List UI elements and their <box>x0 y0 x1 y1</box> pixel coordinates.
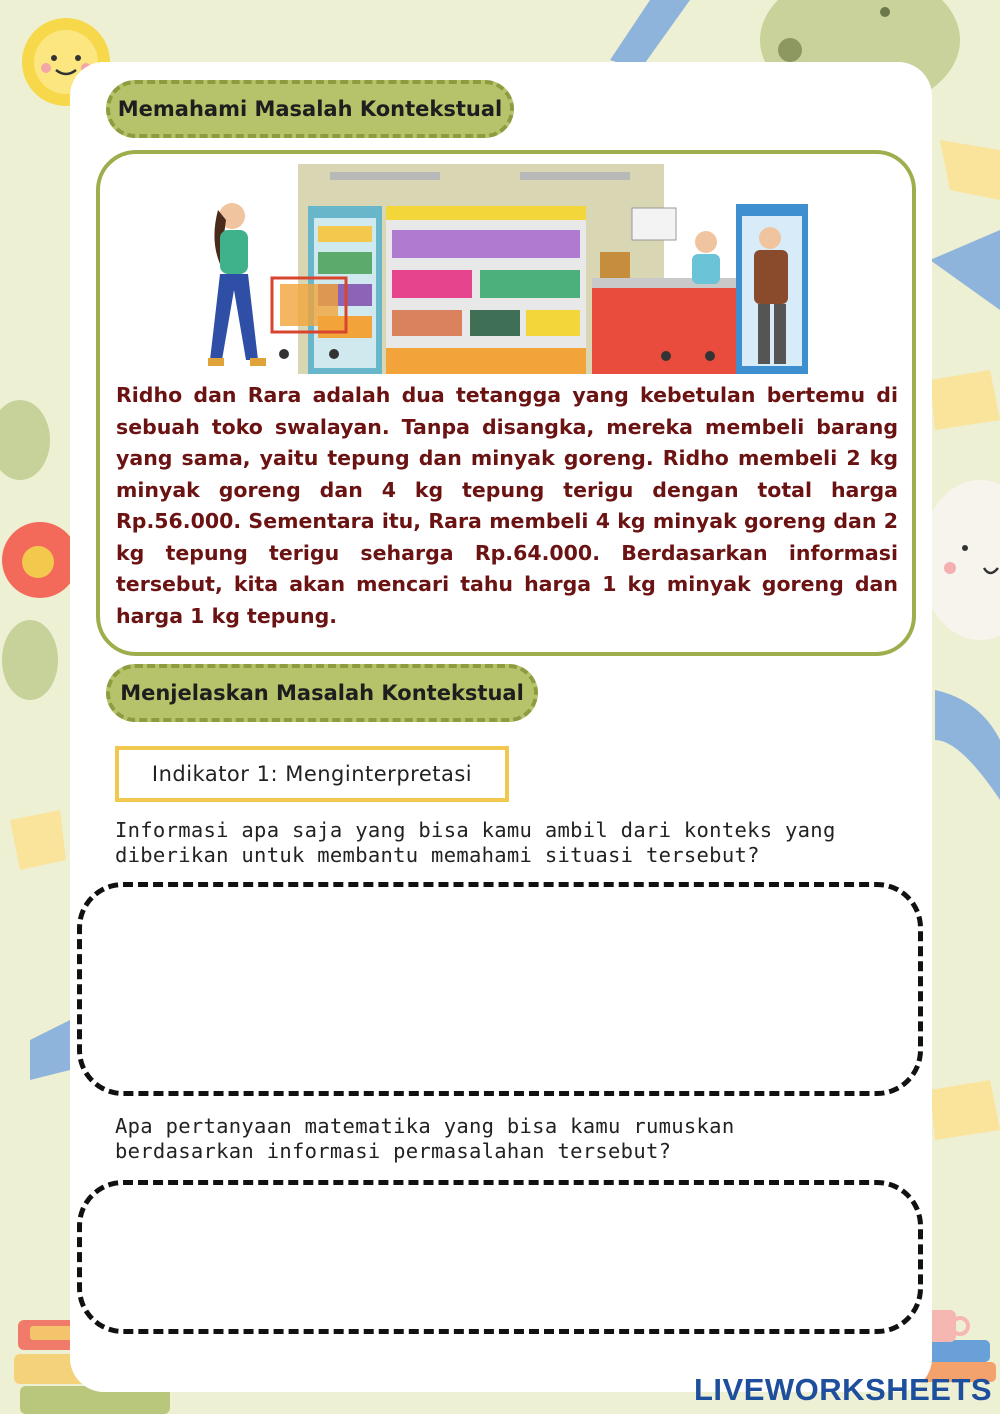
flower-icon <box>2 522 78 598</box>
question-2: Apa pertanyaan matematika yang bisa kamu rumuskan berdasarkan informasi permasalahan tersebut? <box>115 1114 735 1163</box>
smiley-blob-icon <box>920 480 1000 640</box>
story-paragraph: Ridho dan Rara adalah dua tetangga yang kebetulan bertemu di sebuah toko swalayan. Tanpa disangka, mereka membeli barang yang sama, yaitu tepung dan minyak goreng. Ridho membeli 2 kg minyak goreng dan 4 kg tepung terigu dengan total harga Rp.56.000. Sementara itu, Rara membeli 4 kg minyak goreng dan 2 kg tepung terigu seharga Rp.64.000. Berdasarkan informasi tersebut, kita akan mencari tahu harga 1 kg minyak goreng dan harga 1 kg tepung. <box>116 383 898 628</box>
answer-box-1[interactable] <box>77 882 923 1096</box>
answer-box-2[interactable] <box>77 1180 923 1334</box>
question-1: Informasi apa saja yang bisa kamu ambil dari konteks yang diberikan untuk membantu memahami situasi tersebut? <box>115 818 836 867</box>
supermarket-illustration <box>180 160 810 376</box>
indicator-label: Indikator 1: Menginterpretasi <box>115 746 509 802</box>
section-heading-explain: Menjelaskan Masalah Kontekstual <box>106 664 538 722</box>
liveworksheets-logo <box>690 1370 993 1410</box>
brand-name: LIVEWORKSHEETS <box>694 1372 993 1407</box>
section-heading-understand: Memahami Masalah Kontekstual <box>106 80 514 138</box>
